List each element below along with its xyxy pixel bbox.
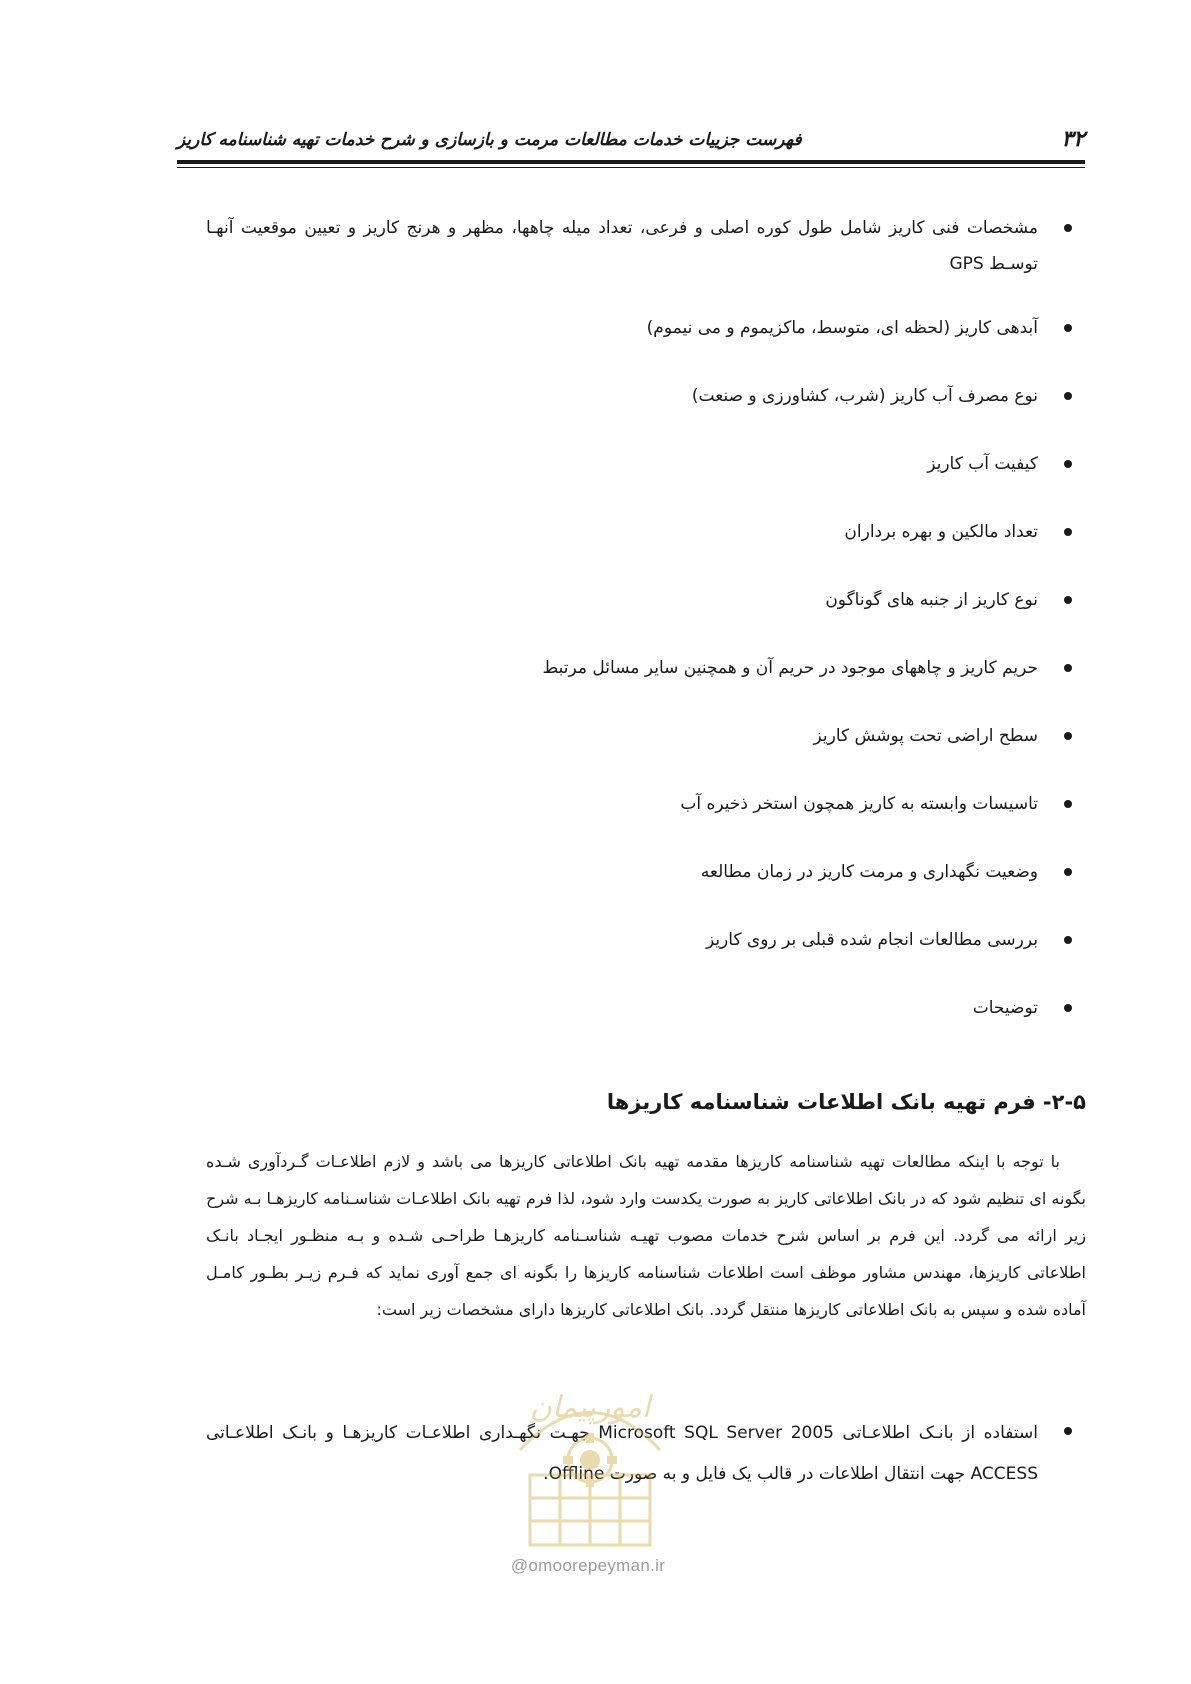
header-rule-thin [177, 167, 1085, 168]
list-item [206, 990, 1086, 1026]
bullet-icon [1064, 528, 1072, 536]
bullet-icon [1064, 392, 1072, 400]
list-item [206, 1413, 1086, 1495]
bullet-icon [1064, 800, 1072, 808]
bullet-icon [1064, 936, 1072, 944]
list-item [206, 650, 1086, 686]
list-item [206, 922, 1086, 958]
list-item-text: تاسیسات وابسته به کاریز همچون استخر ذخیره آب [680, 794, 1038, 814]
bullet-icon [1064, 224, 1072, 232]
list-item [206, 310, 1086, 346]
watermark-url [488, 1556, 688, 1576]
list-item [206, 210, 1086, 282]
database-spec-list [206, 1413, 1086, 1527]
page-number: ۳۲ [1061, 126, 1085, 152]
list-item [206, 786, 1086, 822]
page-header [177, 126, 1085, 156]
bullet-icon [1064, 732, 1072, 740]
list-item-text: حریم کاریز و چاههای موجود در حریم آن و همچنین سایر مسائل مرتبط [542, 658, 1038, 678]
bullet-icon [1064, 1004, 1072, 1012]
list-item-text: وضعیت نگهداری و مرمت کاریز در زمان مطالعه [700, 862, 1038, 882]
header-title: فهرست جزییات خدمات مطالعات مرمت و بازسازی و شرح خدمات تهیه شناسنامه کاریز [177, 130, 802, 150]
list-item-text: مشخصات فنی کاریز شامل طول کوره اصلی و فرعی، تعداد میله چاهها، مظهر و هرنج کاریز و تعیین موقعیت آنهـا توسـط GPS [206, 218, 1038, 274]
list-item-text: استفاده از بانـک اطلاعـاتی Microsoft SQL Server 2005 جهـت نگهـداری اطلاعـات کاریزهـا و بانـک اطلاعـاتی ACCESS جهت انتقال اطلاعات در قالب یک فایل و به صورت Offline. [206, 1423, 1038, 1484]
list-item [206, 446, 1086, 482]
bullet-icon [1064, 664, 1072, 672]
bullet-icon [1064, 324, 1072, 332]
watermark-logo-text: امورپیمان [529, 1390, 651, 1425]
list-item-text: کیفیت آب کاریز [927, 454, 1038, 474]
list-item-text: نوع مصرف آب کاریز (شرب، کشاورزی و صنعت) [691, 386, 1038, 406]
list-item-text: توضیحات [972, 998, 1038, 1018]
list-item [206, 514, 1086, 550]
list-item [206, 378, 1086, 414]
bullet-icon [1064, 1427, 1072, 1435]
list-item [206, 854, 1086, 890]
section-heading: ۲-۵- فرم تهیه بانک اطلاعات شناسنامه کاریزها [606, 1090, 1086, 1114]
list-item-text: تعداد مالکین و بهره برداران [844, 522, 1038, 542]
list-item [206, 718, 1086, 754]
watermark-site: omoorepeyman.ir [528, 1556, 666, 1575]
list-item-text: نوع کاریز از جنبه های گوناگون [825, 590, 1038, 610]
bullet-icon [1064, 868, 1072, 876]
list-item-text: آبدهی کاریز (لحظه ای، متوسط، ماکزیموم و می نیموم) [646, 318, 1038, 338]
list-item [206, 582, 1086, 618]
bullet-icon [1064, 596, 1072, 604]
at-sign-icon: @ [510, 1556, 529, 1575]
bullet-list [206, 210, 1086, 1058]
list-item-text: سطح اراضی تحت پوشش کاریز [813, 726, 1038, 746]
list-item-text: بررسی مطالعات انجام شده قبلی بر روی کاریز [705, 930, 1038, 950]
body-paragraph: با توجه با اینکه مطالعات تهیه شناسنامه کاریزها مقدمه تهیه بانک اطلاعاتی کاریزها می باشد و لازم اطلاعـات گـردآوری شـده بگونه ای تنظیم شود که در بانک اطلاعاتی کاریز به صورت یکدست وارد شود، لذا فرم تهیه بانک اطلاعـات شناسـنامه کاریزهـا بـه شرح زیر ارائه می گردد. این فرم بر اساس شرح خدمات مصوب تهیـه شناسـنامه کاریزهـا طراحـی شـده و بـه منظـور ایجـاد بانـک اطلاعاتی کاریزها، مهندس مشاور موظف است اطلاعات شناسنامه کاریزها را بگونه ای جمع آوری نماید که فـرم زیـر بطـور کامـل آماده شده و سپس به بانک اطلاعاتی کاریزها منتقل گردد. بانک اطلاعاتی کاریزها دارای مشخصات زیر است: [206, 1152, 1086, 1319]
bullet-icon [1064, 460, 1072, 468]
header-rule-thick [177, 160, 1085, 164]
